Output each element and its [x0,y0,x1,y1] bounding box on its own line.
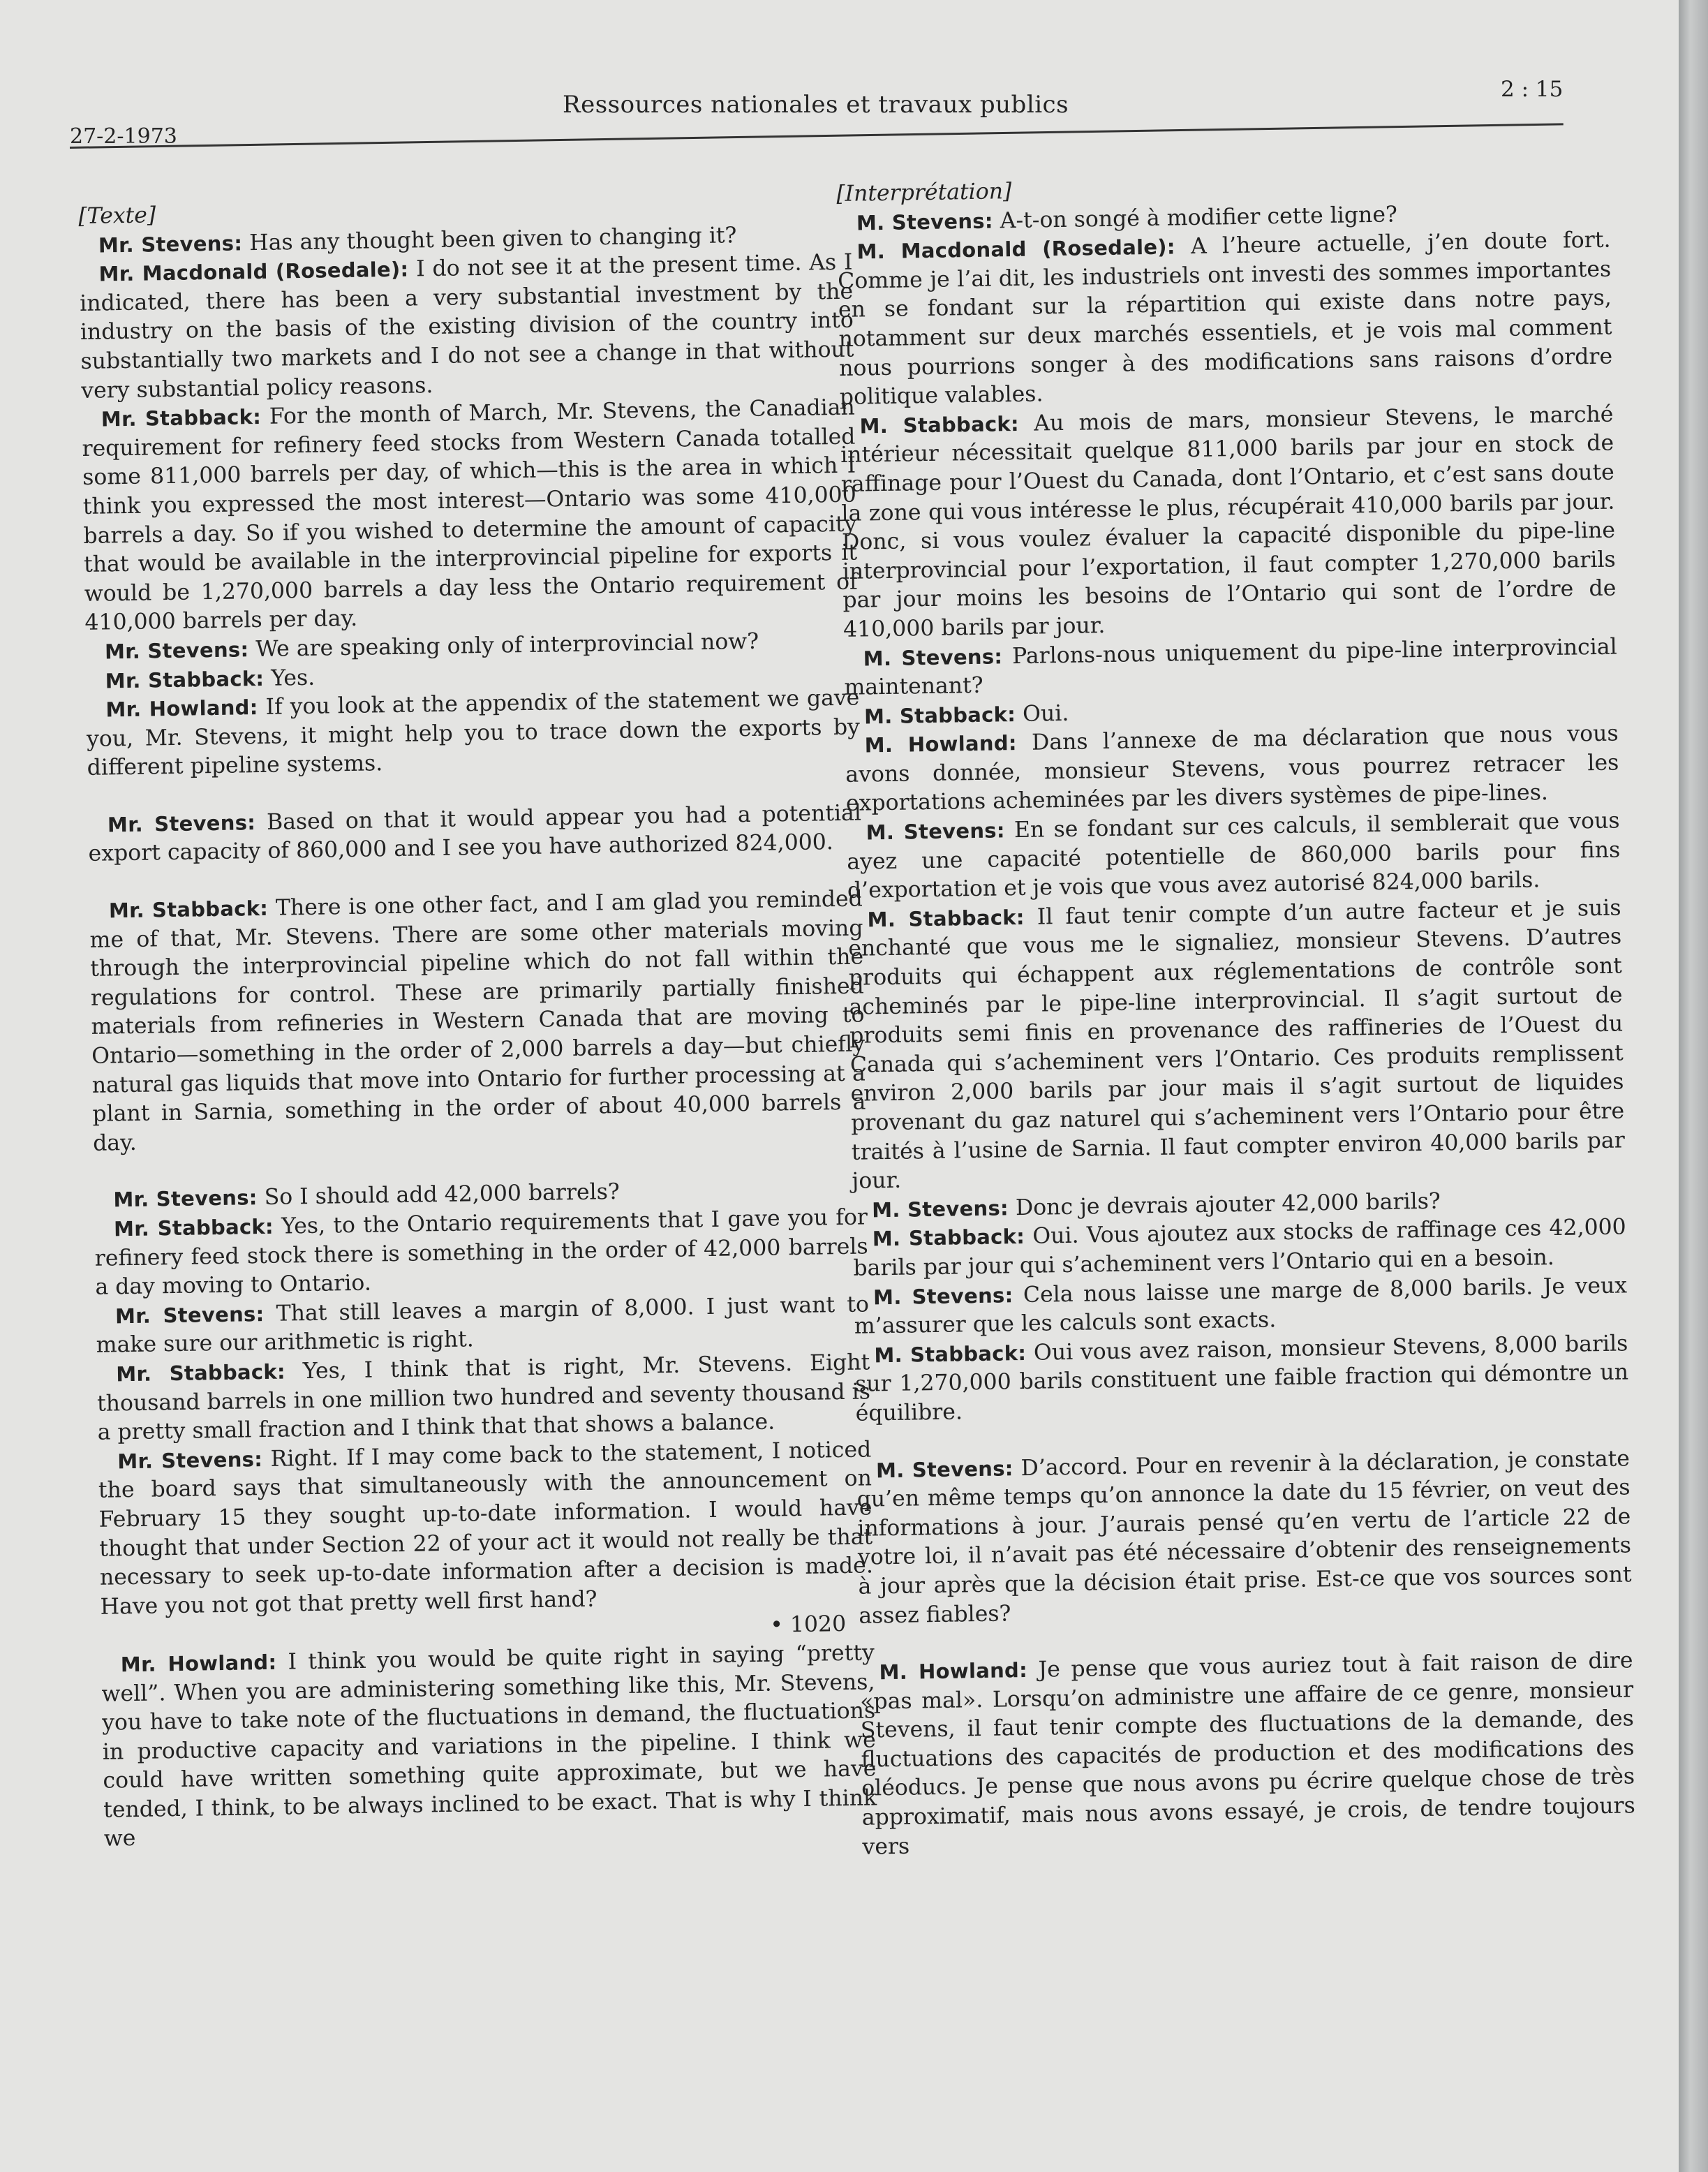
speech: I do not see it at the present time. As I indicated, there has been a very substantial investment by the industry on the basis of the existing division of the country into substantially two markets and I do not see a change in that without very substantial policy reasons. [79,249,854,404]
speaker: Mr. Stabback: [113,1214,274,1241]
speech: D’accord. Pour en revenir à la déclaration, je constate qu’en même temps qu’on annonce la date du 15 février, on veut des informations à jour. J’aurais pensé qu’en vertu de l’article 22 de votre loi, il n’avait pas été nécessaire d’obtenir des renseignements à jour après que la décision était prise. Est-ce que vos sources sont assez fiables? [856,1445,1632,1629]
speech: So I should add 42,000 barrels? [264,1179,621,1211]
speech: Right. If I may come back to the statement, I noticed the board says that simultaneously with the announcement on February 15 they sought up-to-date information. I would have thought that under Section 22 of your act it would not really be that necessary to seek up-to-date information after a decision is made. Have you not got that pretty well first hand? [98,1437,874,1620]
transcript-paragraph [837,226,1613,413]
transcript-paragraph [846,807,1621,906]
transcript-paragraph [101,1639,877,1854]
speaker: M. Stabback: [867,905,1025,932]
speech: Oui. [1022,700,1069,727]
page-number: 2 : 15 [1501,77,1564,102]
header-date: 27-2-1973 [70,124,177,149]
transcript-paragraph [856,1445,1633,1631]
speaker: Mr. Stevens: [104,637,249,664]
speaker: M. Howland: [879,1658,1028,1685]
speech: Yes, to the Ontario requirements that I gave you for refinery feed stock there is something in the order of 42,000 barrels a day moving to Ontario. [94,1204,868,1300]
speaker: Mr. Stabback: [108,896,269,923]
transcript-paragraph [845,720,1619,819]
speech: For the month of March, Mr. Stevens, the Canadian requirement for refinery feed stocks from Western Canada totalled some 811,000 barrels per day, of which—this is the area in which I think you expressed the most interest—Ontario was some 410,000 barrels a day. So if you wished to determine the amount of capacity that would be available in the interprovincial pipeline for exports it would be 1,270,000 barrels a day less the Ontario requirement of 410,000 barrels per day. [82,394,858,636]
speaker: M. Stabback: [863,702,1016,729]
speech: That still leaves a margin of 8,000. I just want to make sure our arithmetic is right. [96,1292,870,1359]
speaker: M. Stabback: [872,1225,1025,1251]
speech: Yes, I think that is right, Mr. Stevens. Eight thousand barrels in one million two hundred and seventy thousand is a pretty small fraction and I think that that shows a balance. [96,1350,871,1445]
speaker: M. Stevens: [872,1283,1013,1309]
speech: Parlons-nous uniquement du pipe-line interprovincial maintenant? [844,634,1617,701]
transcript-paragraph [82,394,859,638]
transcript-paragraph [94,1203,869,1302]
speaker: Mr. Stevens: [117,1447,263,1474]
speech: Cela nous laisse une marge de 8,000 barils. Je veux m’assurer que les calculs sont exacts. [854,1272,1628,1339]
speaker: M. Stevens: [866,818,1005,845]
speaker: M. Stevens: [871,1196,1009,1222]
speech: We are speaking only of interprovincial now? [255,628,759,662]
header-title: Ressources nationales et travaux publics [563,91,1069,119]
speech: A-t-on songé à modifier cette ligne? [1000,201,1398,233]
speaker: Mr. Stevens: [113,1185,258,1212]
language-label-english: [Texte] [78,202,156,229]
speech: Au mois de mars, monsieur Stevens, le marché intérieur nécessitait quelque 811,000 barils par jour en stock de raffinage pour l’Ouest du Canada, dont l’Ontario, et c’est sans doute la zone qui vous intéresse le plus, récupérait 410,000 barils par jour. Donc, si vous voulez évaluer la capacité disponible du pipe-line interprovincial pour l’exportation, il faut compter 1,270,000 barils par jour moins les besoins de l’Ontario qui sont de l’ordre de 410,000 barils par jour. [840,401,1617,642]
transcript-paragraph [96,1348,871,1447]
speech: En se fondant sur ces calculs, il semblerait que vous ayez une capacité potentielle de 860,000 barils pour fins d’exportation et je vois que vous avez autorisé 824,000 barils. [847,808,1621,904]
transcript-paragraph [98,1435,874,1622]
speech: Donc je devrais ajouter 42,000 barils? [1015,1188,1441,1220]
transcript-paragraph [840,400,1617,644]
english-column [78,191,877,1854]
speaker: Mr. Stabback: [101,405,262,431]
language-label-french: [Interprétation] [836,179,1012,207]
transcript-paragraph [859,1646,1635,1862]
speaker: M. Macdonald (Rosedale): [856,235,1175,264]
speaker: M. Stabback: [859,411,1020,438]
speaker: Mr. Stabback: [116,1359,286,1387]
speech: Oui. Vous ajoutez aux stocks de raffinage ces 42,000 barils par jour qui s’acheminent vers l’Ontario qui en a besoin. [853,1214,1626,1281]
speech: Based on that it would appear you had a potential export capacity of 860,000 and I see you have authorized 824,000. [88,800,862,867]
speech: Dans l’annexe de ma déclaration que nous vous avons donnée, monsieur Stevens, vous pourrez retracer les exportations acheminées par les divers systèmes de pipe-lines. [845,721,1619,817]
speech: Il faut tenir compte d’un autre facteur et je suis enchanté que vous me le signaliez, monsieur Stevens. D’autres produits qui échappent aux réglementations de contrôle sont acheminés par le pipe-line interprovincial. Il s’agit surtout de produits semi finis en provenance des raffineries de l’Ouest du Canada qui s’acheminent vers l’Ontario. Ces produits remplissent environ 2,000 barils par jour mais il s’agit surtout de liquides provenant du gaz naturel qui s’acheminent vers l’Ontario pour être traités à l’usine de Sarnia. Il faut compter environ 40,000 barils par jour. [848,895,1626,1195]
speaker: Mr. Stevens: [107,810,256,837]
speaker: M. Stabback: [874,1340,1027,1368]
french-column [836,168,1636,1862]
speech: If you look at the appendix of the statement we gave you, Mr. Stevens, it might help you to trace down the exports by different pipeline systems. [86,685,861,781]
speech: There is one other fact, and I am glad you reminded me of that, Mr. Stevens. There are some other materials moving through the interprovincial pipeline which do not fall within the regulations for control. These are primarily partially finished materials from refineries in Western Canada that are moving to Ontario—something in the order of 2,000 barrels a day—but chiefly natural gas liquids that move into Ontario for further processing at a plant in Sarnia, something in the order of about 40,000 barrels a day. [89,886,866,1156]
speech: A l’heure actuelle, j’en doute fort. Comme je l’ai dit, les industriels ont investi des sommes importantes en se fondant sur la répartition qui existe dans notre pays, notamment sur deux marchés essentiels, et je vois mal comment nous pourrions songer à des modifications sans raisons d’ordre politique valables. [837,227,1613,411]
transcript-paragraph [88,799,862,869]
speech: Yes. [270,665,315,691]
speech: Je pense que vous auriez tout à fait raison de dire «pas mal». Lorsqu’on administre une affaire de ce genre, monsieur Stevens, il faut tenir compte des fluctuations de la demande, des fluctuations des capacités de production et des modifications des oléoducs. Je pense que nous avons pu écrire quelque chose de très approximatif, mais nous avons essayé, je crois, de tendre toujours vers [859,1648,1635,1860]
transcript-paragraph [854,1329,1629,1428]
speaker: M. Howland: [864,731,1018,758]
transcript-paragraph [89,885,867,1159]
page-edge [1679,0,1708,2172]
header-rule [70,123,1564,149]
speaker: M. Stevens: [875,1456,1013,1482]
speaker: Mr. Howland: [105,695,258,722]
speech: Has any thought been given to changing it? [248,222,737,256]
speaker: M. Stevens: [863,644,1003,670]
transcript-paragraph [86,684,861,783]
speaker: Mr. Stevens: [98,230,243,258]
transcript-paragraph [847,894,1625,1196]
speech: I think you would be quite right in saying “pretty well”. When you are administering something like this, Mr. Stevens, you have to take note of the fluctuations in demand, the fluctuations in productive capacity and variations in the pipeline. I think we could have written something quite approximate, but we have tended, I think, to be always inclined to be exact. That is why I think we [101,1640,877,1852]
speaker: Mr. Macdonald (Rosedale): [98,257,409,286]
speaker: M. Stevens: [856,209,993,235]
speech: Oui vous avez raison, monsieur Stevens, 8,000 barils sur 1,270,000 barils constituent une faible fraction qui démontre un équilibre. [854,1331,1629,1426]
speaker: Mr. Stabback: [105,666,265,693]
speaker: Mr. Howland: [120,1650,277,1677]
time-marker: • 1020 [770,1611,847,1638]
speaker: Mr. Stevens: [114,1301,265,1329]
transcript-paragraph [79,249,854,406]
